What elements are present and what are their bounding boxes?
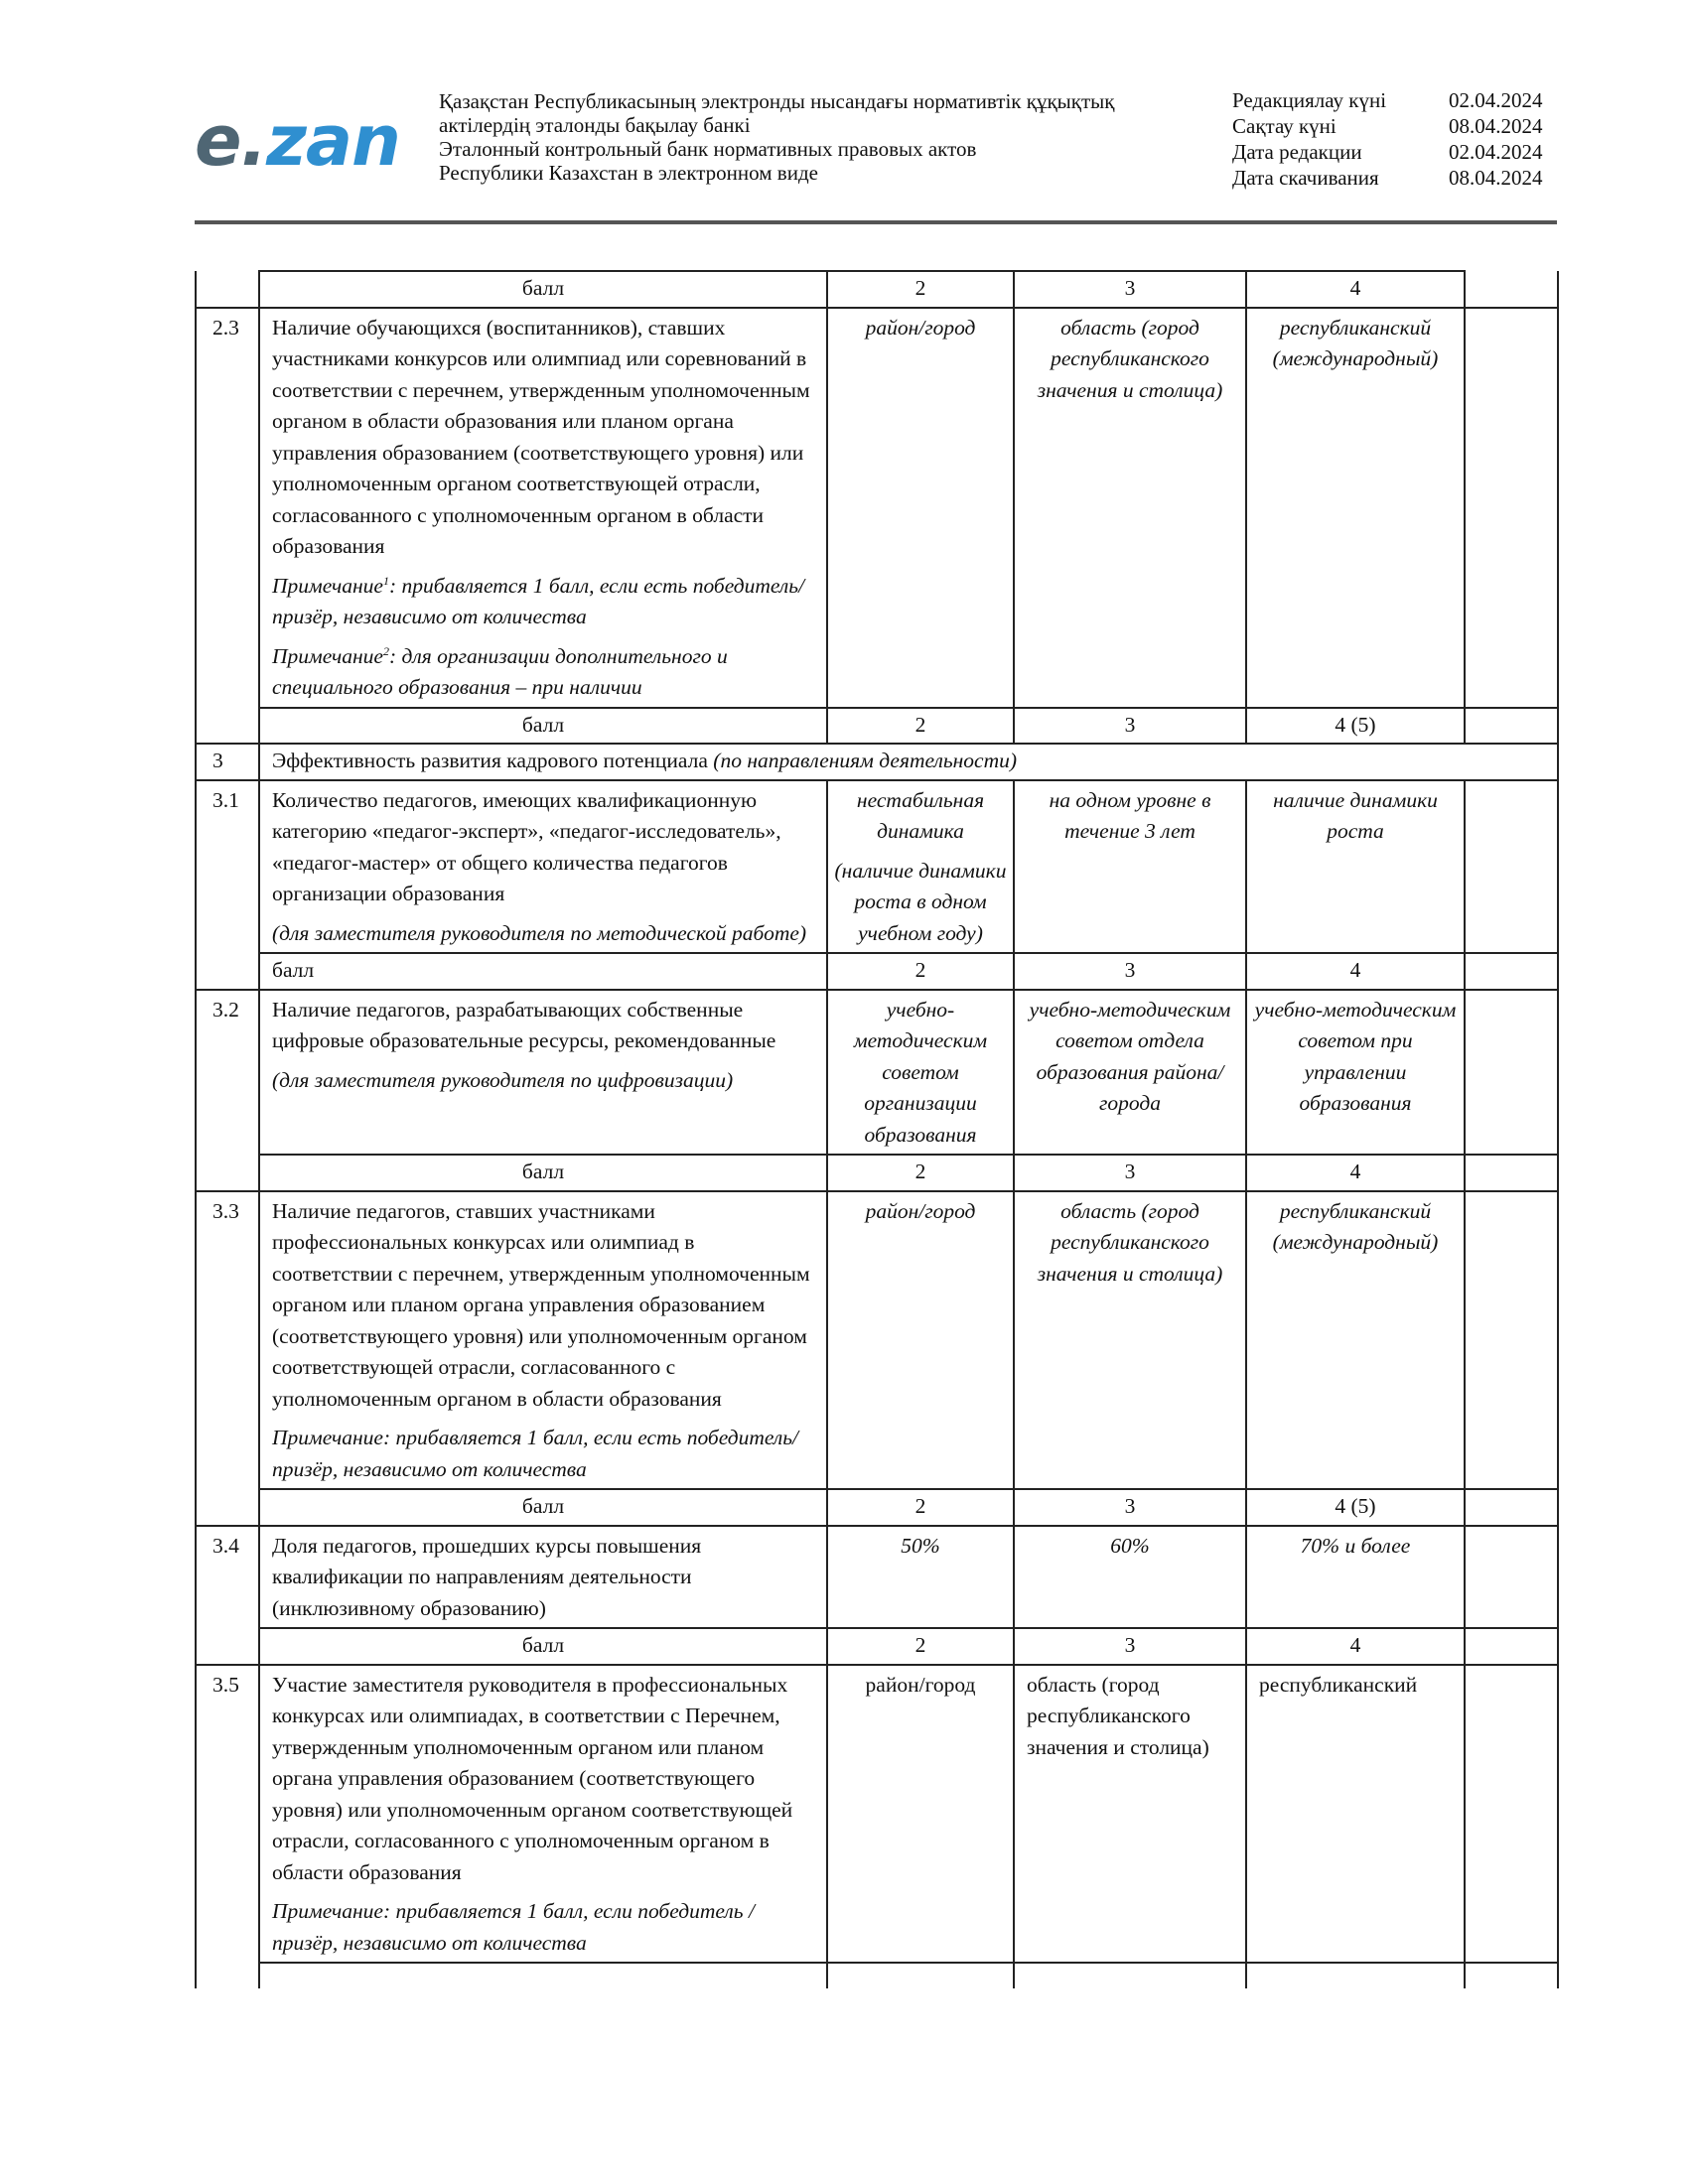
table-row: 3.1 Количество педагогов, имеющих квалификационную категорию «педагог-эксперт», «педагог-исследователь», «педагог-мастер» от общего количества педагогов организации образования (для заместителя руководителя по методической работе) нестабильная динамика (наличие динамики роста в одном учебном году) на одном уровне в течение 3 лет наличие динамики роста — [196, 780, 1558, 954]
table-row: 3.3 Наличие педагогов, ставших участниками профессиональных конкурсах или олимпиад в соответствии с перечнем, утвержденным уполномоченным органом или планом органа управления образованием (соответствующего уровня) или уполномоченным органом соответствующей отрасли, согласованного с уполномоченным органом в области образования Примечание: прибавляется 1 балл, если есть победитель/призёр, независимо от количества район/город область (город республиканского значения и столица) республиканский (международный) — [196, 1191, 1558, 1490]
header-rule — [195, 220, 1557, 224]
score-row: балл 2 3 4 (5) — [196, 1489, 1558, 1526]
table-row: 2.3 Наличие обучающихся (воспитанников), ставших участниками конкурсов или олимпиад или соревнований в соответствии с перечнем, утвержденным уполномоченным органом в области образования или планом органа управления образованием (соответствующего уровня) или уполномоченным органом соответствующей отрасли, согласованного с уполномоченным органом в области образования Примечание$^1$: прибавляется 1 балл, если есть победитель/призёр, независимо от количества Примечание$^2$: для организации дополнительного и специального образования – при наличии район/город область (город республиканского значения и столица) республиканский (международный) — [196, 308, 1558, 708]
table-row: 3.5 Участие заместителя руководителя в профессиональных конкурсах или олимпиадах, в соответствии с Перечнем, утвержденным уполномоченным органом или планом органа управления образованием (соответствующего уровня) или уполномоченным органом соответствующей отрасли, согласованного с уполномоченным органом в области образования Примечание: прибавляется 1 балл, если победитель /призёр, независимо от количества район/город область (город республиканского значения и столица) республиканский — [196, 1665, 1558, 1964]
score-row: балл 2 3 4 (5) — [196, 708, 1558, 745]
score-row — [196, 1963, 1558, 1988]
bank-title: Қазақстан Республикасының электронды нысандағы нормативтік құқықтық актілердің эталонды бақылау банкі Эталонный контрольный банк нормативных правовых актов Республики Казахстан в электронном виде — [439, 89, 1115, 185]
score-row: балл 2 3 4 — [196, 1628, 1558, 1665]
document-header — [195, 83, 1557, 222]
table-row: 3.2 Наличие педагогов, разрабатывающих собственные цифровые образовательные ресурсы, рекомендованные (для заместителя руководителя по цифровизации) учебно-методическим советом организации образования учебно-методическим советом отдела образования района/города учебно-методическим советом при управлении образования — [196, 990, 1558, 1156]
score-row: балл 2 3 4 — [196, 271, 1558, 308]
score-row: балл 2 3 4 — [196, 953, 1558, 990]
table-row: 3.4 Доля педагогов, прошедших курсы повышения квалификации по направлениям деятельности (инклюзивному образованию) 50% 60% 70% и более — [196, 1526, 1558, 1629]
section-row: 3 Эффективность развития кадрового потенциала (по направлениям деятельности) — [196, 744, 1558, 780]
date-meta: Редакциялау күні 02.04.2024 Сақтау күні 08.04.2024 Дата редакции 02.04.2024 Дата скачивания 08.04.2024 — [1232, 88, 1543, 190]
score-row: балл 2 3 4 — [196, 1155, 1558, 1191]
criteria-table — [195, 270, 1559, 1988]
ezan-logo: e.zan — [195, 100, 400, 182]
